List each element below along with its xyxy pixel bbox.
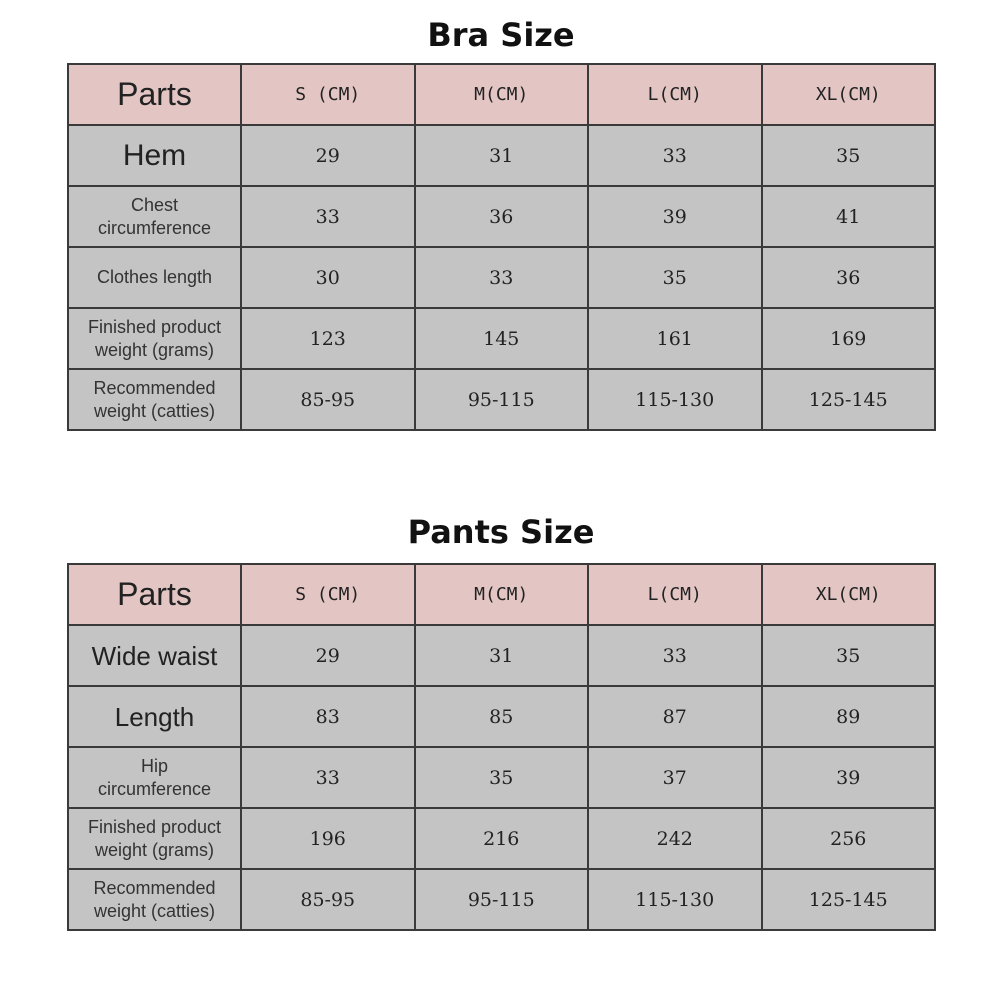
table-cell: 41 [762,186,936,247]
table-cell: 36 [762,247,936,308]
table-cell: 85 [415,686,589,747]
table-cell: 33 [588,625,762,686]
table-cell: 89 [762,686,936,747]
table-cell: 85-95 [241,369,415,430]
table-cell: 29 [241,625,415,686]
row-label-recommended-weight: Recommended weight (catties) [68,869,241,930]
row-label-finished-weight: Finished product weight (grams) [68,808,241,869]
table-row [68,186,935,247]
table-cell: 95-115 [415,369,589,430]
table-cell: 33 [588,125,762,186]
table-cell: 36 [415,186,589,247]
row-label-chest-circumference: Chest circumference [68,186,241,247]
column-header-m: M(CM) [415,64,589,125]
table-cell: 216 [415,808,589,869]
column-header-xl: XL(CM) [762,564,936,625]
pants-size-title: Pants Size [407,513,595,551]
table-cell: 125-145 [762,369,936,430]
table-row [68,625,935,686]
table-cell: 95-115 [415,869,589,930]
table-cell: 85-95 [241,869,415,930]
column-header-parts: Parts [68,564,241,625]
table-cell: 83 [241,686,415,747]
column-header-s: S (CM) [241,564,415,625]
table-row [68,747,935,808]
table-row [68,247,935,308]
pants-size-table [67,563,936,931]
table-row [68,808,935,869]
column-header-l: L(CM) [588,64,762,125]
table-cell: 29 [241,125,415,186]
column-header-xl: XL(CM) [762,64,936,125]
table-cell: 33 [241,747,415,808]
row-label-clothes-length: Clothes length [68,247,241,308]
table-cell: 35 [415,747,589,808]
row-label-hem: Hem [68,125,241,186]
table-cell: 39 [588,186,762,247]
table-cell: 196 [241,808,415,869]
table-cell: 31 [415,125,589,186]
table-cell: 33 [415,247,589,308]
table-cell: 39 [762,747,936,808]
table-cell: 115-130 [588,369,762,430]
column-header-parts: Parts [68,64,241,125]
table-cell: 242 [588,808,762,869]
table-cell: 37 [588,747,762,808]
table-cell: 30 [241,247,415,308]
row-label-hip-circumference: Hip circumference [68,747,241,808]
row-label-recommended-weight: Recommended weight (catties) [68,369,241,430]
table-row [68,686,935,747]
row-label-length: Length [68,686,241,747]
table-row [68,869,935,930]
bra-size-title: Bra Size [427,16,575,54]
table-row [68,125,935,186]
row-label-finished-weight: Finished product weight (grams) [68,308,241,369]
table-cell: 115-130 [588,869,762,930]
table-row [68,308,935,369]
table-cell: 31 [415,625,589,686]
bra-size-table [67,63,936,431]
table-cell: 145 [415,308,589,369]
row-label-wide-waist: Wide waist [68,625,241,686]
table-cell: 123 [241,308,415,369]
table-row [68,369,935,430]
table-header-row [68,564,935,625]
table-cell: 87 [588,686,762,747]
table-header-row [68,64,935,125]
table-cell: 161 [588,308,762,369]
column-header-m: M(CM) [415,564,589,625]
table-cell: 256 [762,808,936,869]
table-cell: 35 [588,247,762,308]
table-cell: 35 [762,125,936,186]
table-cell: 169 [762,308,936,369]
column-header-s: S (CM) [241,64,415,125]
table-cell: 125-145 [762,869,936,930]
column-header-l: L(CM) [588,564,762,625]
table-cell: 35 [762,625,936,686]
table-cell: 33 [241,186,415,247]
